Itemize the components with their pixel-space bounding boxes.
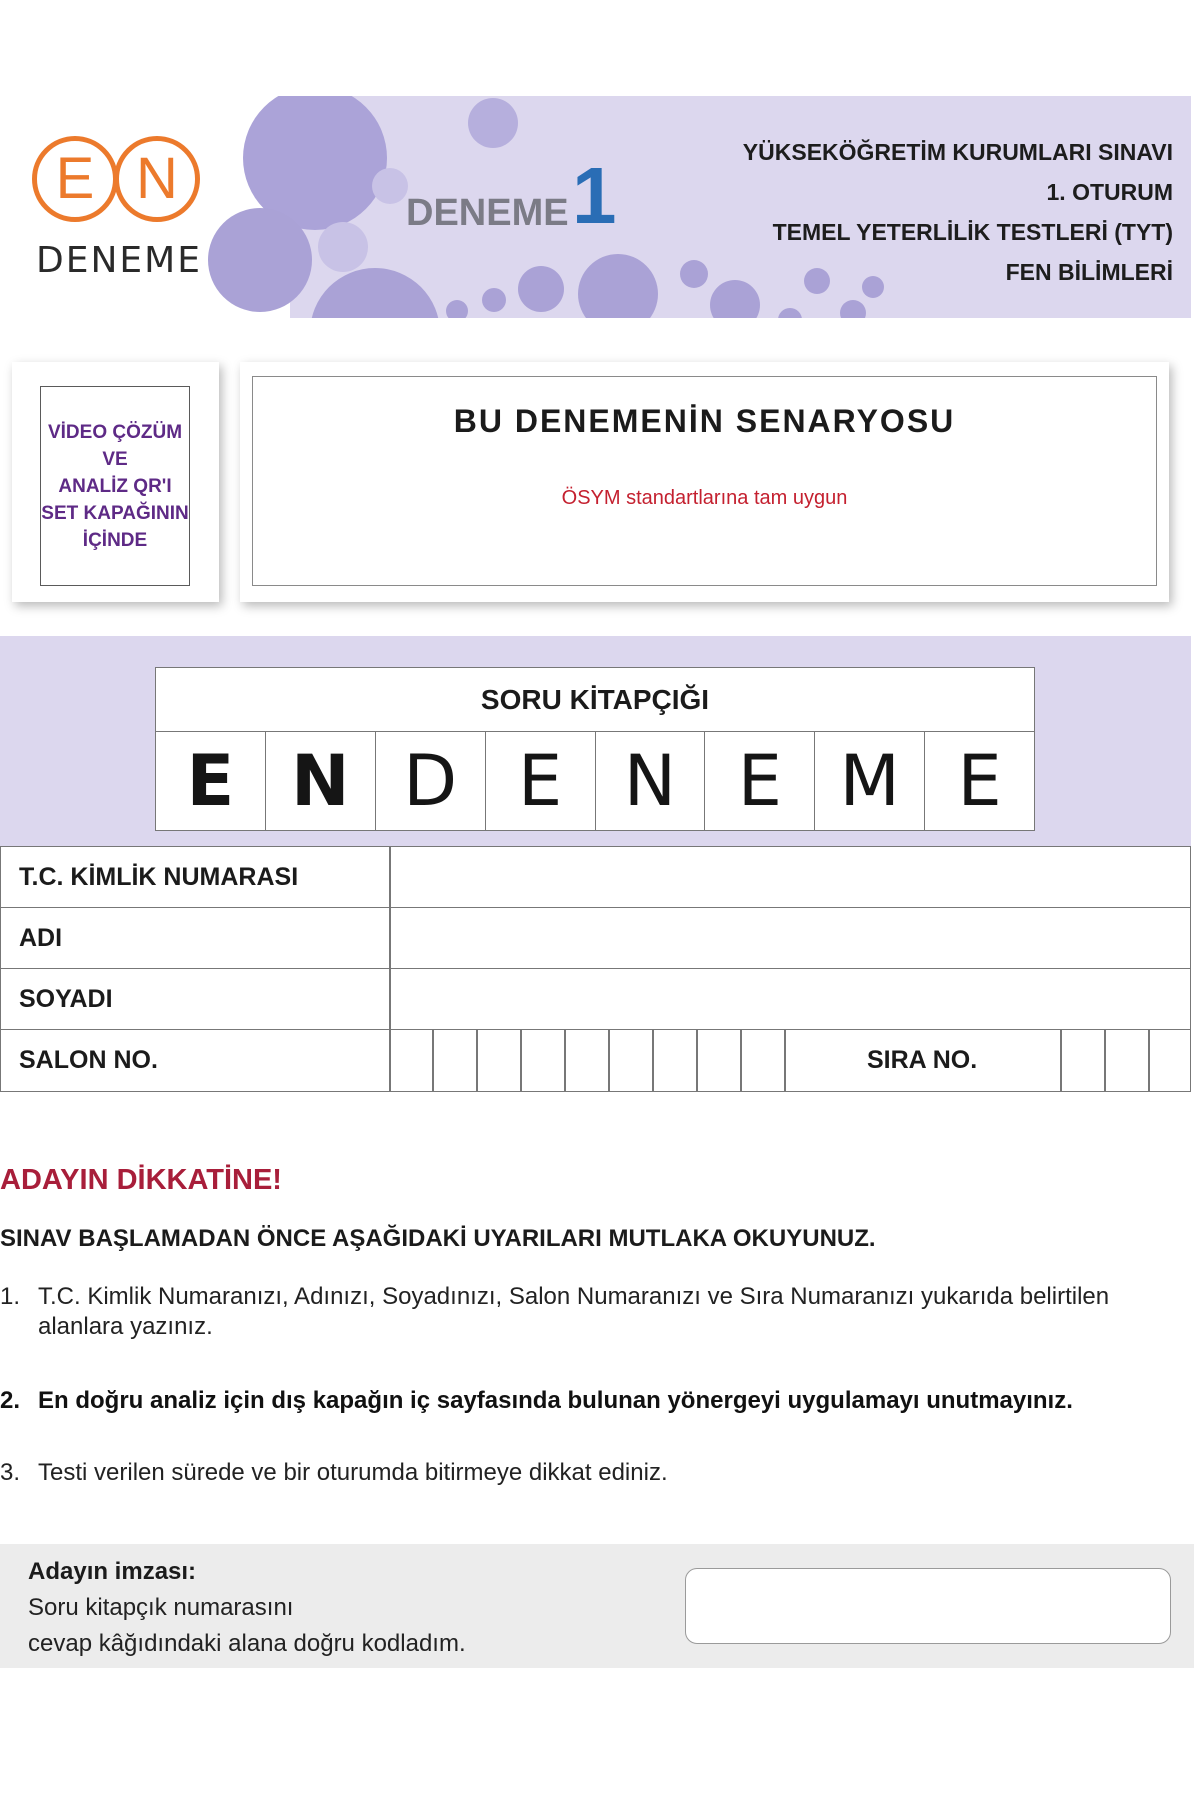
- signature-title: Adayın imzası:: [28, 1558, 197, 1585]
- video-line: ANALİZ QR'I: [58, 475, 172, 497]
- logo-letter-n: N: [114, 136, 200, 222]
- booklet-code-box: [155, 667, 1035, 831]
- bubble-decoration: [518, 266, 564, 312]
- logo-word: DENEME: [36, 240, 202, 281]
- booklet-letter: E: [957, 740, 1002, 822]
- salon-digit-divider: [740, 1030, 742, 1091]
- sira-label: SIRA NO.: [867, 1046, 978, 1074]
- signature-band: [0, 1544, 1194, 1668]
- deneme-number: 1: [572, 151, 617, 240]
- warning-text: En doğru analiz için dış kapağın iç sayfasında bulunan yönergeyi uygulamayı unutmayınız.: [38, 1387, 1073, 1414]
- warning-number: 3.: [0, 1459, 21, 1486]
- bubble-decoration: [482, 288, 506, 312]
- bubble-decoration: [680, 260, 708, 288]
- booklet-letter: E: [486, 732, 596, 830]
- exam-info-lines: [743, 132, 1173, 292]
- surname-row: [1, 969, 1190, 1030]
- scenario-box: [252, 376, 1157, 586]
- exam-test: TEMEL YETERLİLİK TESTLERİ (TYT): [772, 219, 1173, 245]
- signature-line-1: Soru kitapçık numarasını: [28, 1594, 294, 1621]
- scenario-subtitle: ÖSYM standartlarına tam uygun: [561, 487, 848, 509]
- surname-label: SOYADI: [19, 985, 113, 1013]
- warning-text: Testi verilen sürede ve bir oturumda bitirmeye dikkat ediniz.: [38, 1459, 668, 1486]
- warning-text: T.C. Kimlik Numaranızı, Adınızı, Soyadınızı, Salon Numaranızı ve Sıra Numaranızı yukarıda belirtilen alanlara yazınız.: [38, 1283, 1110, 1340]
- booklet-letter: N: [266, 732, 376, 830]
- signature-line-2: cevap kâğıdındaki alana doğru kodladım.: [28, 1630, 466, 1657]
- bubble-decoration: [778, 308, 802, 318]
- bubble-decoration: [578, 254, 658, 318]
- booklet-title: SORU KİTAPÇIĞI: [156, 668, 1034, 732]
- video-line: İÇİNDE: [82, 529, 148, 551]
- booklet-letters: [156, 732, 1034, 830]
- en-deneme-logo: [30, 136, 210, 286]
- warning-number: 1.: [0, 1283, 21, 1310]
- row-divider: [389, 908, 391, 969]
- salon-digit-divider: [784, 1030, 786, 1091]
- sira-digit-divider: [1148, 1030, 1150, 1091]
- booklet-letter: N: [596, 732, 706, 830]
- salon-digit-divider: [520, 1030, 522, 1091]
- video-line: VİDEO ÇÖZÜM: [47, 421, 183, 443]
- salon-digit-divider: [696, 1030, 698, 1091]
- bubble-decoration: [840, 300, 866, 318]
- salon-digit-divider: [608, 1030, 610, 1091]
- booklet-letter: D: [376, 732, 486, 830]
- booklet-letter: M: [815, 732, 925, 830]
- salon-label: SALON NO.: [19, 1046, 158, 1074]
- scenario-card: [240, 362, 1169, 602]
- scenario-title: BU DENEMENİN SENARYOSU: [453, 403, 956, 439]
- name-row: [1, 908, 1190, 969]
- video-solution-box: [40, 386, 190, 586]
- exam-subject: FEN BİLİMLERİ: [1005, 259, 1173, 285]
- tc-row: [1, 847, 1190, 908]
- signature-field[interactable]: [685, 1568, 1171, 1644]
- logo-letter-e: E: [32, 136, 118, 222]
- sira-digit-divider: [1060, 1030, 1062, 1091]
- salon-digit-divider: [564, 1030, 566, 1091]
- salon-row: [1, 1030, 1190, 1091]
- bubble-decoration: [372, 168, 408, 204]
- video-solution-card: [12, 362, 219, 602]
- salon-digit-divider: [652, 1030, 654, 1091]
- booklet-letter: E: [156, 732, 266, 830]
- exam-name: YÜKSEKÖĞRETİM KURUMLARI SINAVI: [742, 139, 1173, 165]
- video-line: SET KAPAĞININ: [41, 502, 189, 524]
- warning-number: 2.: [0, 1387, 21, 1414]
- name-label: ADI: [19, 924, 63, 952]
- exam-session: 1. OTURUM: [1046, 179, 1173, 205]
- candidate-id-form: [0, 846, 1191, 1092]
- booklet-letter: E: [705, 732, 815, 830]
- sira-digit-divider: [1104, 1030, 1106, 1091]
- bubble-decoration: [208, 208, 312, 312]
- row-divider: [389, 1030, 391, 1091]
- warnings-subtitle: SINAV BAŞLAMADAN ÖNCE AŞAĞIDAKİ UYARILARI MUTLAKA OKUYUNUZ.: [0, 1225, 876, 1252]
- deneme-label: DENEME: [406, 192, 569, 234]
- salon-digit-divider: [432, 1030, 434, 1091]
- bubble-decoration: [318, 222, 368, 272]
- warnings-title: ADAYIN DİKKATİNE!: [0, 1164, 282, 1196]
- bubble-decoration: [468, 98, 518, 148]
- row-divider: [389, 969, 391, 1030]
- bubble-decoration: [310, 268, 440, 318]
- salon-digit-divider: [476, 1030, 478, 1091]
- tc-label: T.C. KİMLİK NUMARASI: [19, 863, 299, 891]
- video-line: VE: [102, 448, 128, 470]
- row-divider: [389, 847, 391, 908]
- exam-header-band: [0, 96, 1191, 318]
- bubble-decoration: [446, 300, 468, 318]
